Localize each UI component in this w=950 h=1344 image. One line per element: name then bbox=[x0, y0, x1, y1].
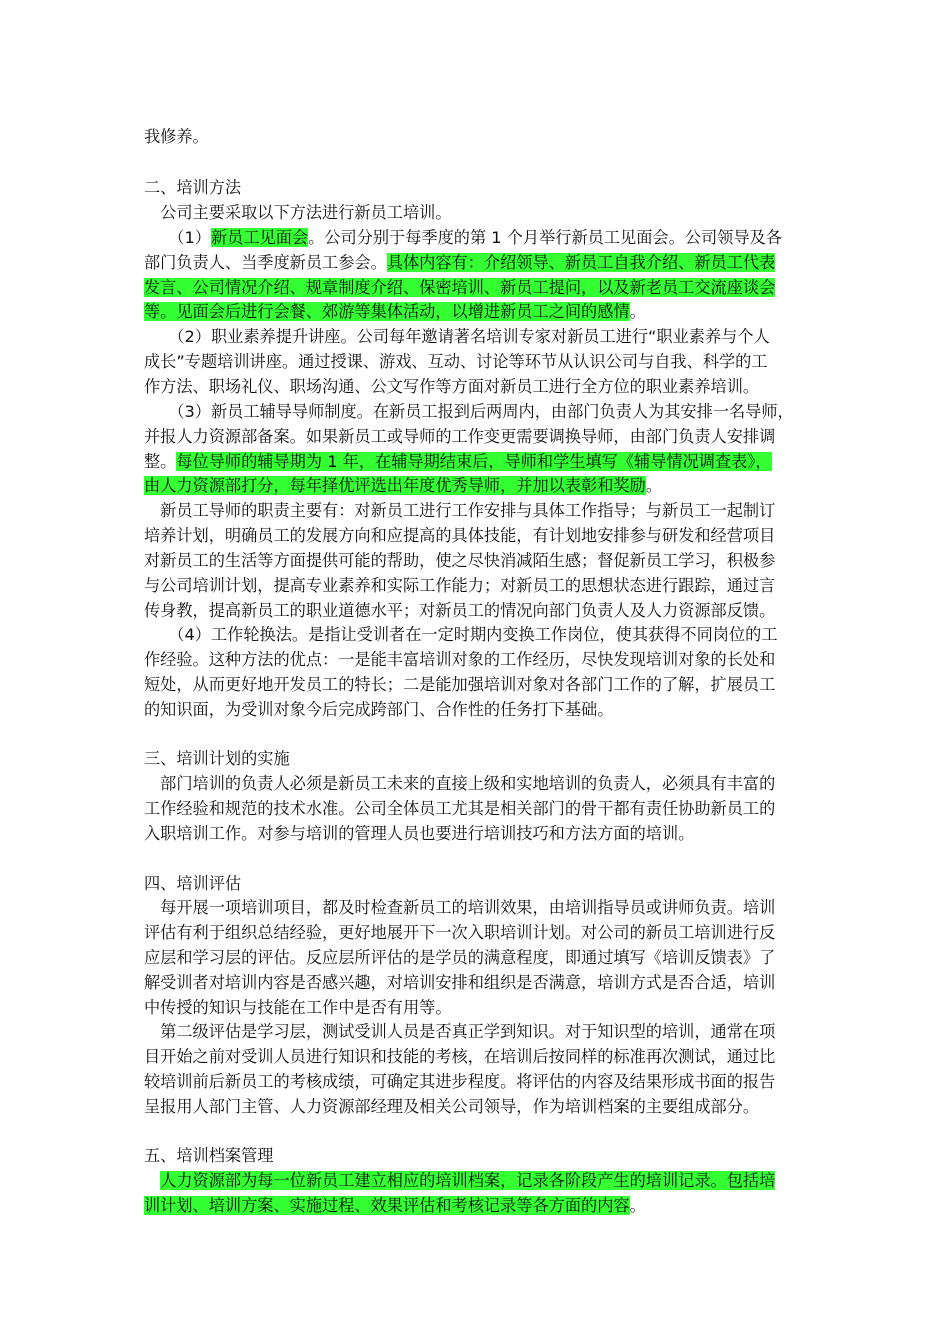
text-run: 工作经验和规范的技术水准。公司全体员工尤其是相关部门的骨干都有责任协助新员工的 bbox=[144, 799, 776, 818]
text-run: 。公司分别于每季度的第 1 个月举行新员工见面会。公司领导及各 bbox=[308, 228, 782, 247]
text-line bbox=[144, 1070, 775, 1094]
text-line bbox=[144, 574, 775, 598]
text-run: 公司主要采取以下方法进行新员工培训。 bbox=[144, 203, 452, 222]
highlighted-text: 新员工见面会 bbox=[210, 228, 309, 247]
text-run: 并报人力资源部备案。如果新员工或导师的工作变更需要调换导师，由部门负责人安排调 bbox=[144, 427, 776, 446]
highlighted-text: 具体内容有：介绍领导、新员工自我介绍、新员工代表 bbox=[386, 253, 776, 272]
text-run: 。 bbox=[645, 476, 662, 495]
text-line bbox=[144, 772, 775, 796]
text-run: 评估有利于组织总结经验，更好地展开下一次入职培训计划。对公司的新员工培训进行反 bbox=[144, 923, 776, 942]
text-run: 部门负责人、当季度新员工参会。 bbox=[144, 253, 387, 272]
highlighted-text: 训计划、培训方案、实施过程、效果评估和考核记录等各方面的内容 bbox=[144, 1196, 630, 1215]
highlighted-text: 等。见面会后进行会餐、郊游等集体活动，以增进新员工之间的感情 bbox=[144, 302, 630, 321]
highlighted-text: 人力资源部为每一位新员工建立相应的培训档案，记录各阶段产生的培训记录。包括培 bbox=[160, 1171, 776, 1190]
text-run: 四、培训评估 bbox=[144, 874, 242, 893]
text-run: 新员工导师的职责主要有：对新员工进行工作安排与具体工作指导；与新员工一起制订 bbox=[144, 501, 776, 520]
text-run: 第二级评估是学习层，测试受训人员是否真正学到知识。对于知识型的培训，通常在项 bbox=[144, 1022, 776, 1041]
text-line bbox=[144, 474, 662, 498]
text-line bbox=[144, 896, 775, 920]
section-heading bbox=[144, 872, 241, 896]
text-line bbox=[144, 673, 775, 697]
text-run: 。 bbox=[629, 1196, 646, 1215]
highlighted-text: 每位导师的辅导期为 1 年，在辅导期结束后，导师和学生填写《辅导情况调查表》， bbox=[176, 452, 772, 471]
text-line bbox=[144, 276, 775, 300]
text-line bbox=[144, 1169, 775, 1193]
text-line bbox=[144, 623, 778, 647]
text-line bbox=[144, 450, 772, 474]
section-heading bbox=[144, 1144, 274, 1168]
text-line bbox=[144, 325, 770, 349]
text-line bbox=[144, 971, 775, 995]
text-line bbox=[144, 698, 613, 722]
section-heading bbox=[144, 176, 241, 200]
text-run: 二、培训方法 bbox=[144, 178, 242, 197]
text-run: 作方法、职场礼仪、职场沟通、公文写作等方面对新员工进行全方位的职业素养培训。 bbox=[144, 377, 760, 396]
text-line bbox=[144, 549, 775, 573]
text-line bbox=[144, 1020, 775, 1044]
text-run: 应层和学习层的评估。反应层所评估的是学员的满意程度，即通过填写《培训反馈表》了 bbox=[144, 948, 776, 967]
text-run: 成长”专题培训讲座。通过授课、游戏、互动、讨论等环节从认识公司与自我、科学的工 bbox=[144, 352, 768, 371]
text-run: 培养计划，明确员工的发展方向和应提高的具体技能，有计划地安排参与研发和经营项目 bbox=[144, 526, 776, 545]
text-line bbox=[144, 996, 452, 1020]
text-line bbox=[144, 499, 775, 523]
text-run bbox=[144, 1171, 160, 1190]
text-line bbox=[144, 599, 775, 623]
text-line bbox=[144, 1095, 759, 1119]
text-run: 三、培训计划的实施 bbox=[144, 749, 290, 768]
text-line bbox=[144, 251, 775, 275]
text-run: 较培训前后新员工的考核成绩，可确定其进步程度。将评估的内容及结果形成书面的报告 bbox=[144, 1072, 776, 1091]
text-line bbox=[144, 375, 759, 399]
text-run: 作经验。这种方法的优点：一是能丰富培训对象的工作经历，尽快发现培训对象的长处和 bbox=[144, 650, 776, 669]
text-run: 呈报用人部门主管、人力资源部经理及相关公司领导，作为培训档案的主要组成部分。 bbox=[144, 1097, 760, 1116]
section-heading bbox=[144, 747, 290, 771]
text-run: （2）职业素养提升讲座。公司每年邀请著名培训专家对新员工进行“职业素养与个人 bbox=[144, 327, 770, 346]
text-run: 五、培训档案管理 bbox=[144, 1146, 274, 1165]
text-line bbox=[144, 822, 694, 846]
text-run: 目开始之前对受训人员进行知识和技能的考核，在培训后按同样的标准再次测试，通过比 bbox=[144, 1047, 776, 1066]
text-run: 整。 bbox=[144, 452, 177, 471]
text-run: （3）新员工辅导导师制度。在新员工报到后两周内，由部门负责人为其安排一名导师， bbox=[144, 402, 794, 421]
text-line bbox=[144, 125, 209, 149]
text-run: 对新员工的生活等方面提供可能的帮助，使之尽快消减陌生感；督促新员工学习，积极参 bbox=[144, 551, 776, 570]
text-line bbox=[144, 797, 775, 821]
text-run: 与公司培训计划，提高专业素养和实际工作能力；对新员工的思想状态进行跟踪，通过言 bbox=[144, 576, 776, 595]
text-run: 短处，从而更好地开发员工的特长；二是能加强培训对象对各部门工作的了解，扩展员工 bbox=[144, 675, 776, 694]
text-run: 每开展一项培训项目，都及时检查新员工的培训效果，由培训指导员或讲师负责。培训 bbox=[144, 898, 776, 917]
text-run: 传身教，提高新员工的职业道德水平；对新员工的情况向部门负责人及人力资源部反馈。 bbox=[144, 601, 776, 620]
text-run: 解受训者对培训内容是否感兴趣，对培训安排和组织是否满意，培训方式是否合适，培训 bbox=[144, 973, 776, 992]
text-run: 我修养。 bbox=[144, 127, 209, 146]
text-line bbox=[144, 425, 775, 449]
text-run: 。 bbox=[629, 302, 646, 321]
highlighted-text: 发言、公司情况介绍、规章制度介绍、保密培训、新员工提问，以及新老员工交流座谈会 bbox=[144, 278, 776, 297]
text-run: 的知识面，为受训对象今后完成跨部门、合作性的任务打下基础。 bbox=[144, 700, 614, 719]
text-line bbox=[144, 201, 452, 225]
text-line bbox=[144, 524, 775, 548]
text-line bbox=[144, 921, 775, 945]
text-line bbox=[144, 400, 794, 424]
text-line bbox=[144, 350, 768, 374]
text-run: 部门培训的负责人必须是新员工未来的直接上级和实地培训的负责人，必须具有丰富的 bbox=[144, 774, 776, 793]
text-line bbox=[144, 648, 775, 672]
text-run: （1） bbox=[144, 228, 211, 247]
text-run: 中传授的知识与技能在工作中是否有用等。 bbox=[144, 998, 452, 1017]
text-line bbox=[144, 1045, 775, 1069]
text-line bbox=[144, 1194, 646, 1218]
text-run: 入职培训工作。对参与培训的管理人员也要进行培训技巧和方法方面的培训。 bbox=[144, 824, 695, 843]
text-line bbox=[144, 300, 646, 324]
text-run: （4）工作轮换法。是指让受训者在一定时期内变换工作岗位，使其获得不同岗位的工 bbox=[144, 625, 778, 644]
text-line bbox=[144, 946, 775, 970]
highlighted-text: 由人力资源部打分，每年择优评选出年度优秀导师，并加以表彰和奖励 bbox=[144, 476, 646, 495]
text-line bbox=[144, 226, 782, 250]
